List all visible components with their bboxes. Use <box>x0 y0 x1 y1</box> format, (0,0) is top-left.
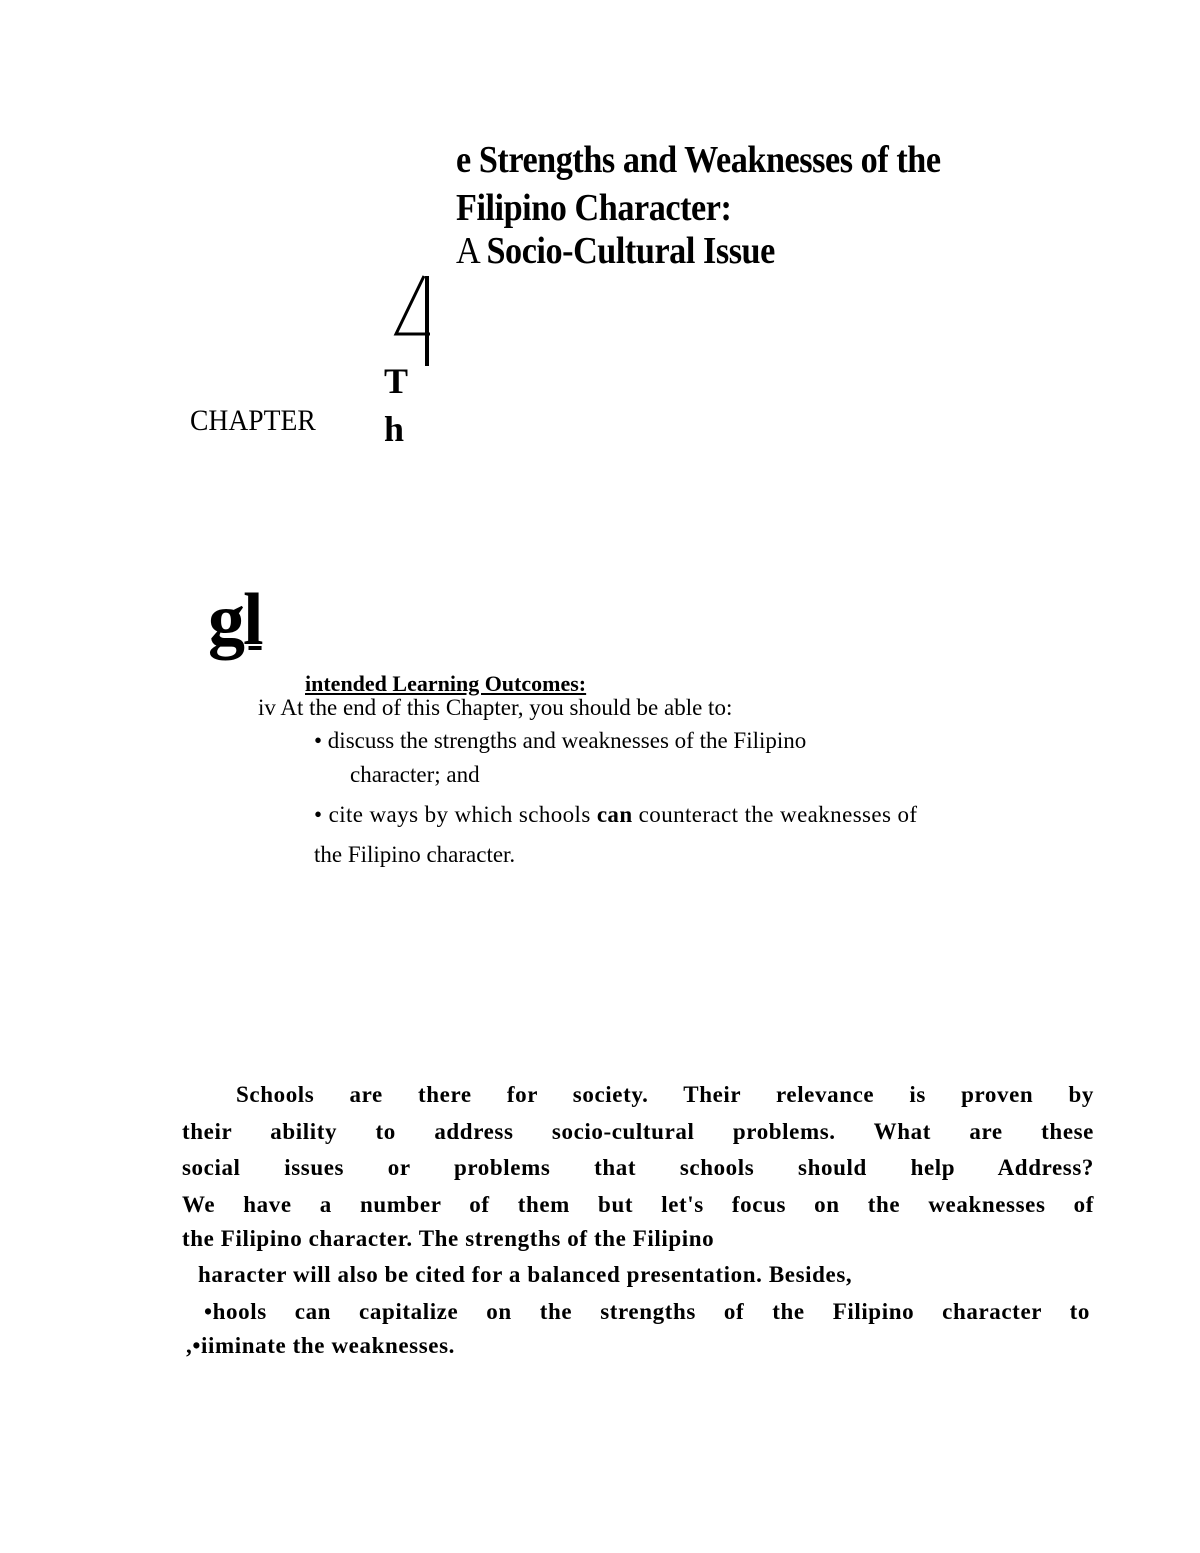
title-line-3-rest: Socio-Cultural Issue <box>486 230 775 272</box>
title-line-2: Filipino Character: <box>456 187 732 229</box>
decorative-gl: gl <box>208 579 262 661</box>
outcome-bullet-1-line-2: character; and <box>350 762 480 787</box>
title-line-1: e Strengths and Weaknesses of the <box>456 139 941 181</box>
outcome-bullet-1-line-1: • discuss the strengths and weaknesses of the Filipino <box>314 728 807 753</box>
chapter-label: CHAPTER <box>190 404 316 437</box>
title-line-3 <box>456 229 775 273</box>
title-line-3-prefix: A <box>456 230 487 272</box>
outcomes-heading: intended Learning Outcomes: <box>305 671 587 696</box>
chapter-number-4 <box>388 272 434 370</box>
body-line-6: haracter will also be cited for a balanced presentation. Besides, <box>198 1262 853 1287</box>
body-line-5: the Filipino character. The strengths of the Filipino <box>182 1226 715 1251</box>
outcome-bullet-2-line-2: the Filipino character. <box>314 842 516 867</box>
outcome-bullet-2-line-1: • cite ways by which schools can counteract the weaknesses of <box>314 802 918 827</box>
outcomes-intro: iv At the end of this Chapter, you should be able to: <box>258 695 733 720</box>
chapter-letter-h: h <box>384 409 405 449</box>
emphasis-can: can <box>596 802 633 827</box>
body-line-4: We have a number of them but let's focus on the weaknesses of <box>182 1192 1094 1217</box>
body-line-7: •hools can capitalize on the strengths of the Filipino character to <box>204 1299 1090 1324</box>
body-line-1: Schools are there for society. Their relevance is proven by <box>236 1082 1094 1107</box>
body-line-3: social issues or problems that schools should help Address? <box>182 1155 1094 1180</box>
body-line-2: their ability to address socio-cultural problems. What are these <box>182 1119 1094 1144</box>
chapter-letter-t: T <box>384 361 409 401</box>
body-line-8: ,•iiminate the weaknesses. <box>186 1333 455 1358</box>
